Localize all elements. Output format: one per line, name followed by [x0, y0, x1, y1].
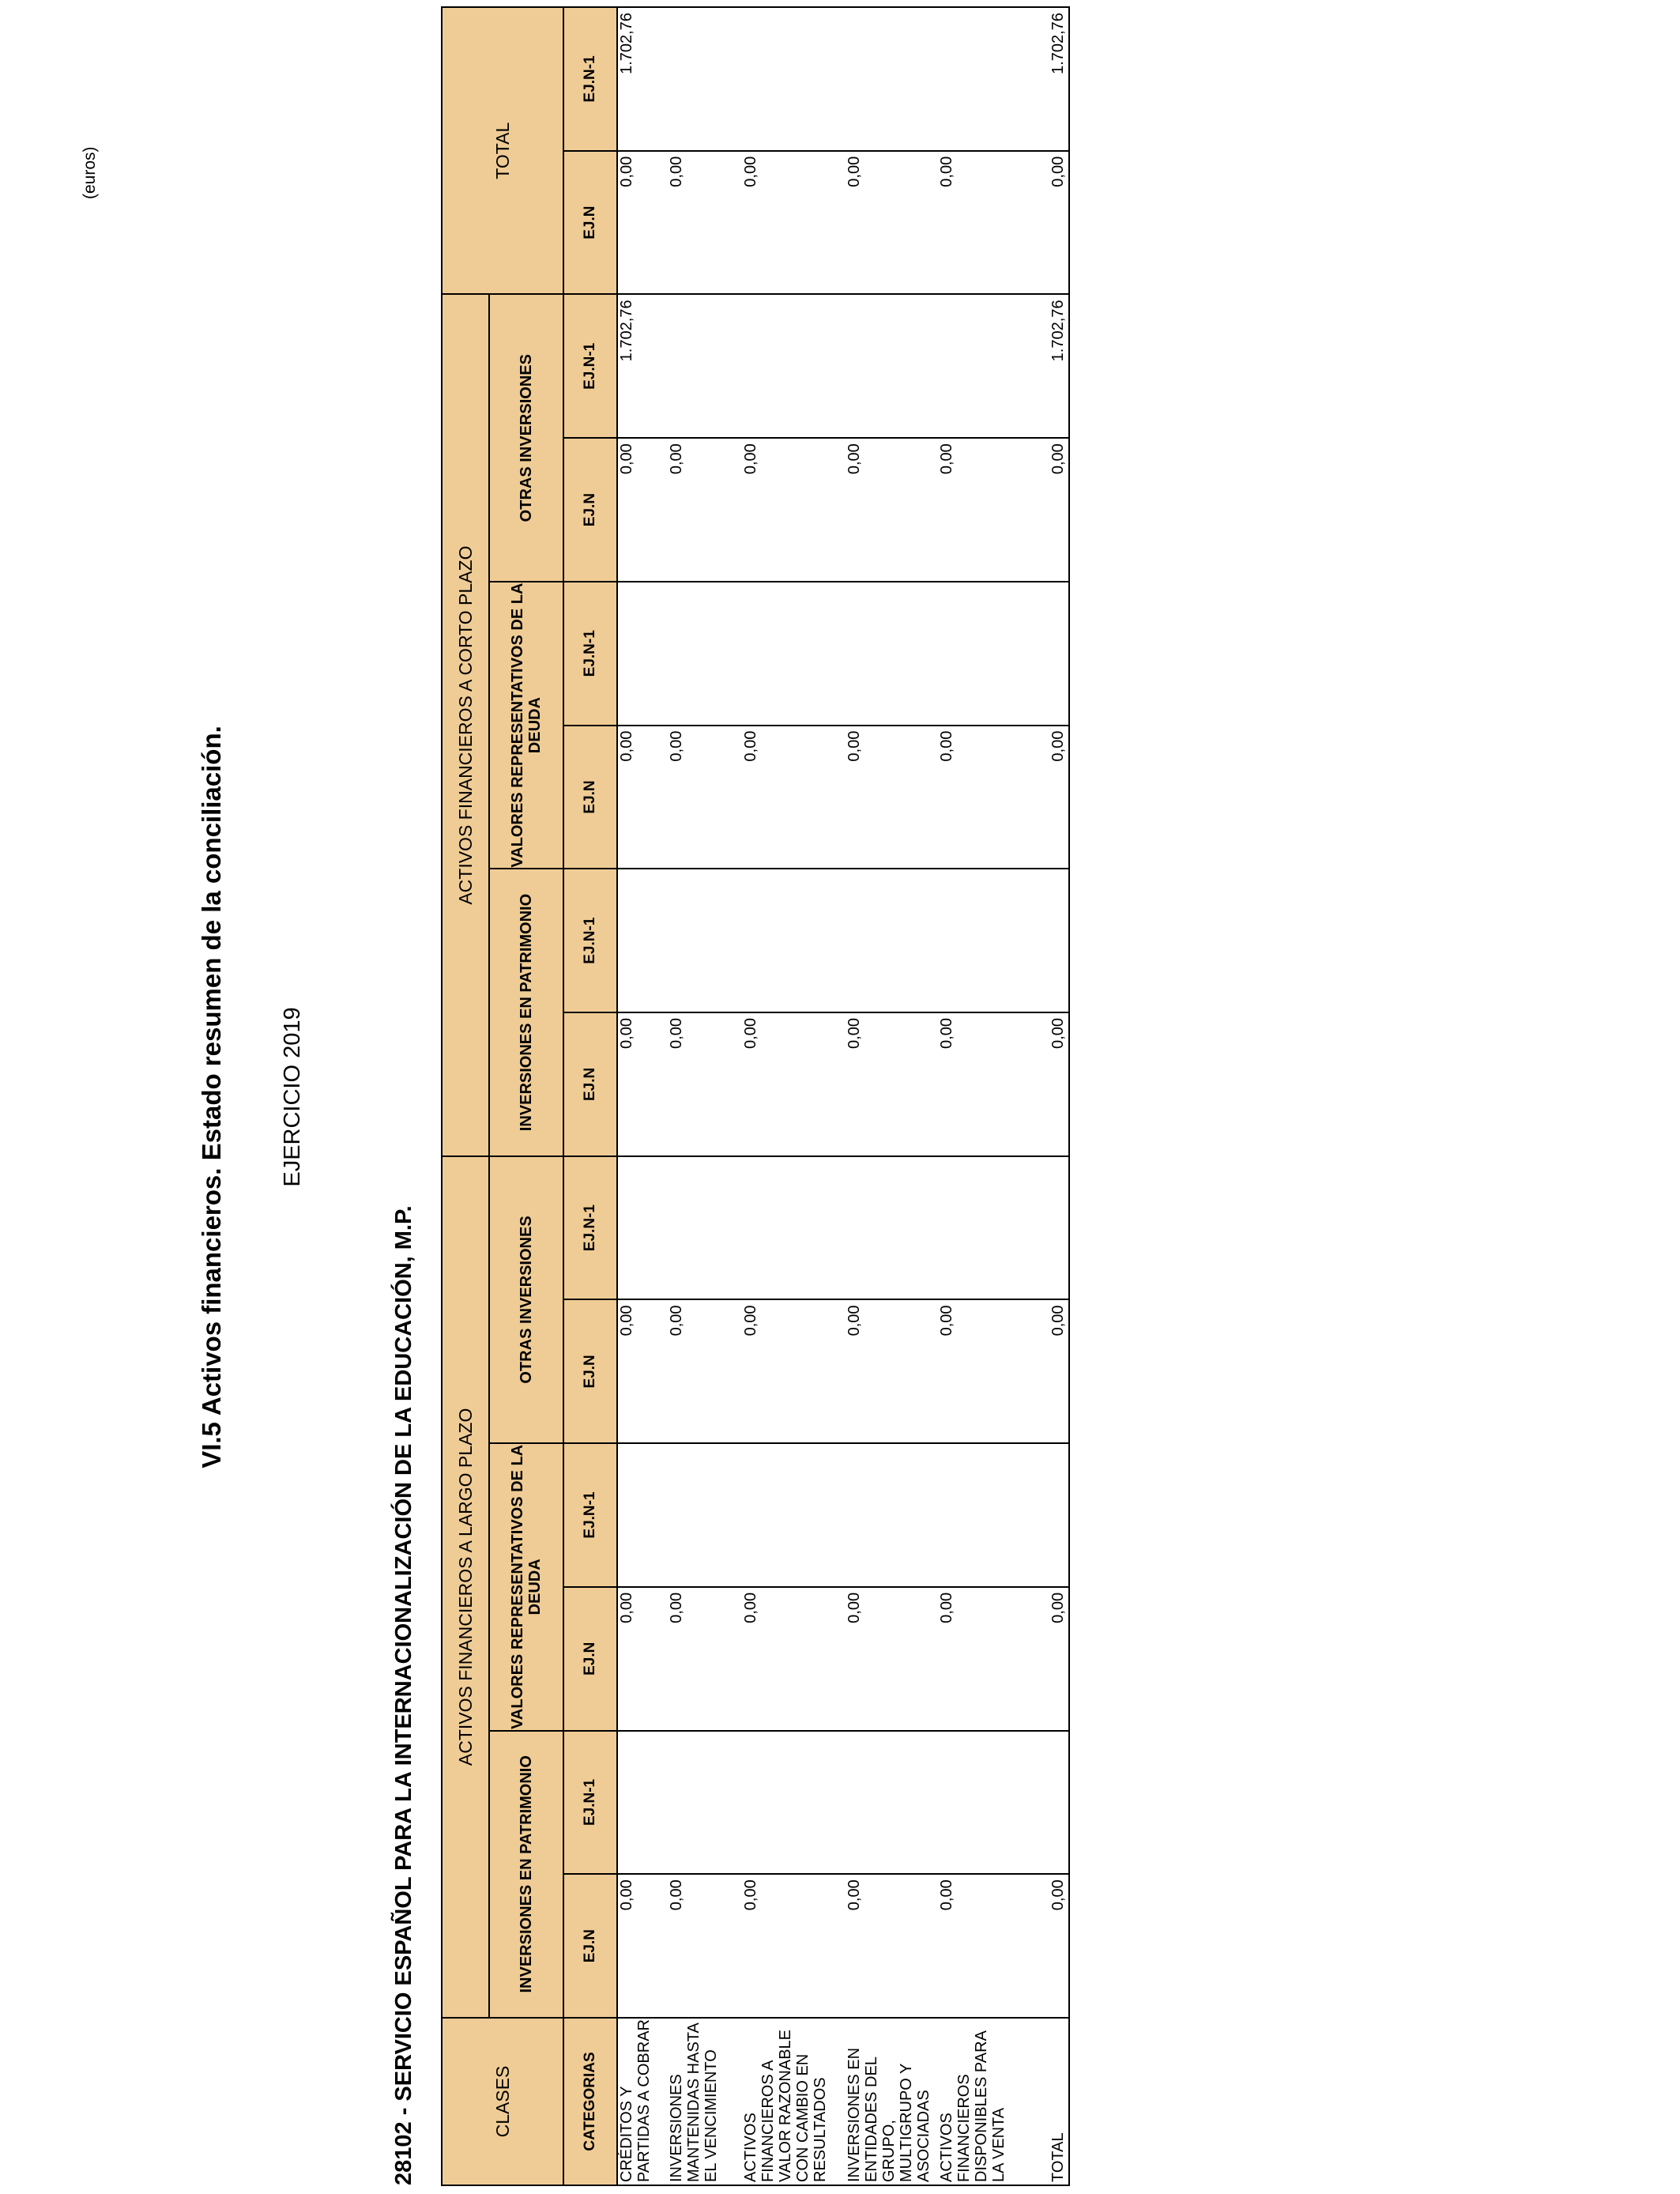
value-cell: 0,00 [1011, 1874, 1069, 2018]
value-cell [938, 1731, 1011, 1875]
value-cell [668, 582, 742, 726]
value-cell: 0,00 [617, 1299, 668, 1443]
value-cell [742, 869, 846, 1012]
row-category: ACTIVOS FINANCIEROS DISPONIBLES PARA LA VENTA [938, 2018, 1011, 2185]
header-ej-n1: EJ.N-1 [563, 1443, 617, 1587]
header-categorias: CATEGORIAS [563, 2018, 617, 2185]
value-cell: 0,00 [742, 151, 846, 295]
value-cell [668, 1443, 742, 1587]
header-corto-plazo: ACTIVOS FINANCIEROS A CORTO PLAZO [442, 294, 489, 1155]
value-cell: 0,00 [938, 1299, 1011, 1443]
reconciliation-table [441, 6, 1070, 2186]
value-cell [742, 1731, 846, 1875]
value-cell: 0,00 [668, 1874, 742, 2018]
value-cell: 0,00 [938, 726, 1011, 869]
value-cell: 1.702,76 [1011, 294, 1069, 438]
value-cell: 0,00 [1011, 438, 1069, 582]
row-category: TOTAL [1011, 2018, 1069, 2185]
value-cell: 0,00 [1011, 726, 1069, 869]
header-ej-n1: EJ.N-1 [563, 582, 617, 726]
row-category: ACTIVOS FINANCIEROS A VALOR RAZONABLE CON CAMBIO EN RESULTADOS [742, 2018, 846, 2185]
value-cell: 0,00 [742, 1874, 846, 2018]
value-cell: 0,00 [668, 1299, 742, 1443]
value-cell: 0,00 [1011, 1012, 1069, 1156]
value-cell [1011, 869, 1069, 1012]
value-cell: 0,00 [668, 726, 742, 869]
header-clases: CLASES [442, 2018, 563, 2185]
header-ej-n: EJ.N [563, 726, 617, 869]
value-cell: 0,00 [668, 1587, 742, 1731]
row-category: CRÉDITOS Y PARTIDAS A COBRAR [617, 2018, 668, 2185]
value-cell [668, 7, 742, 151]
value-cell: 0,00 [846, 1874, 938, 2018]
value-cell [1011, 1731, 1069, 1875]
value-cell: 0,00 [938, 151, 1011, 295]
value-cell [938, 1156, 1011, 1300]
table-row [938, 7, 1011, 2185]
header-total: TOTAL [442, 7, 563, 294]
value-cell: 0,00 [668, 1012, 742, 1156]
value-cell [1011, 1443, 1069, 1587]
header-ej-n: EJ.N [563, 1012, 617, 1156]
value-cell: 0,00 [938, 1874, 1011, 2018]
table-row [668, 7, 742, 2185]
value-cell: 0,00 [617, 1587, 668, 1731]
value-cell: 0,00 [617, 438, 668, 582]
value-cell [617, 582, 668, 726]
value-cell [846, 1156, 938, 1300]
value-cell: 0,00 [846, 1012, 938, 1156]
header-ej-n: EJ.N [563, 1874, 617, 2018]
header-ej-n: EJ.N [563, 1299, 617, 1443]
value-cell: 0,00 [1011, 1299, 1069, 1443]
value-cell: 1.702,76 [1011, 7, 1069, 151]
value-cell: 0,00 [938, 1012, 1011, 1156]
value-cell: 0,00 [846, 1587, 938, 1731]
currency-unit: (euros) [81, 146, 99, 199]
value-cell: 0,00 [617, 1012, 668, 1156]
header-ej-n1: EJ.N-1 [563, 1156, 617, 1300]
table-row [617, 7, 668, 2185]
header-ej-n1: EJ.N-1 [563, 7, 617, 151]
value-cell [668, 1156, 742, 1300]
value-cell [742, 294, 846, 438]
header-ej-n: EJ.N [563, 1587, 617, 1731]
value-cell [846, 1731, 938, 1875]
value-cell: 0,00 [617, 151, 668, 295]
header-cp-otras: OTRAS INVERSIONES [489, 294, 563, 581]
header-cp-valores: VALORES REPRESENTATIVOS DE LA DEUDA [489, 582, 563, 869]
value-cell [846, 869, 938, 1012]
value-cell: 0,00 [1011, 1587, 1069, 1731]
value-cell [617, 1443, 668, 1587]
value-cell [846, 7, 938, 151]
header-cp-patrimonio: INVERSIONES EN PATRIMONIO [489, 869, 563, 1155]
header-largo-plazo: ACTIVOS FINANCIEROS A LARGO PLAZO [442, 1156, 489, 2018]
value-cell [617, 1156, 668, 1300]
document-title: VI.5 Activos financieros. Estado resumen de la conciliación. [197, 726, 226, 1468]
value-cell: 0,00 [742, 438, 846, 582]
value-cell [742, 1156, 846, 1300]
value-cell [668, 294, 742, 438]
value-cell: 0,00 [846, 726, 938, 869]
table-row [742, 7, 846, 2185]
value-cell: 0,00 [742, 1299, 846, 1443]
header-lp-valores: VALORES REPRESENTATIVOS DE LA DEUDA [489, 1443, 563, 1730]
value-cell [846, 1443, 938, 1587]
value-cell: 0,00 [938, 438, 1011, 582]
exercise-year: EJERCICIO 2019 [280, 1007, 305, 1187]
table-row [846, 7, 938, 2185]
value-cell: 1.702,76 [617, 7, 668, 151]
row-category: INVERSIONES EN ENTIDADES DEL GRUPO, MULTIGRUPO Y ASOCIADAS [846, 2018, 938, 2185]
value-cell [938, 582, 1011, 726]
value-cell: 1.702,76 [617, 294, 668, 438]
value-cell: 0,00 [668, 438, 742, 582]
header-ej-n: EJ.N [563, 438, 617, 582]
value-cell [846, 294, 938, 438]
value-cell [1011, 582, 1069, 726]
value-cell: 0,00 [846, 151, 938, 295]
value-cell [617, 869, 668, 1012]
value-cell [617, 1731, 668, 1875]
value-cell: 0,00 [742, 726, 846, 869]
value-cell: 0,00 [742, 1587, 846, 1731]
value-cell: 0,00 [938, 1587, 1011, 1731]
header-ej-n1: EJ.N-1 [563, 294, 617, 438]
value-cell [1011, 1156, 1069, 1300]
header-lp-patrimonio: INVERSIONES EN PATRIMONIO [489, 1731, 563, 2018]
value-cell: 0,00 [668, 151, 742, 295]
value-cell [938, 869, 1011, 1012]
value-cell [846, 582, 938, 726]
value-cell: 0,00 [742, 1012, 846, 1156]
value-cell [938, 7, 1011, 151]
value-cell [742, 7, 846, 151]
value-cell: 0,00 [617, 726, 668, 869]
value-cell: 0,00 [1011, 151, 1069, 295]
header-lp-otras: OTRAS INVERSIONES [489, 1156, 563, 1443]
entity-name: 28102 - SERVICIO ESPAÑOL PARA LA INTERNACIONALIZACIÓN DE LA EDUCACIÓN, M.P. [391, 1205, 416, 2185]
value-cell: 0,00 [617, 1874, 668, 2018]
header-ej-n1: EJ.N-1 [563, 869, 617, 1012]
table-row [1011, 7, 1069, 2185]
value-cell [938, 1443, 1011, 1587]
value-cell: 0,00 [846, 438, 938, 582]
header-ej-n: EJ.N [563, 151, 617, 295]
value-cell [742, 1443, 846, 1587]
row-category: INVERSIONES MANTENIDAS HASTA EL VENCIMIENTO [668, 2018, 742, 2185]
value-cell [668, 869, 742, 1012]
value-cell [938, 294, 1011, 438]
value-cell: 0,00 [846, 1299, 938, 1443]
value-cell [742, 582, 846, 726]
header-ej-n1: EJ.N-1 [563, 1731, 617, 1875]
value-cell [668, 1731, 742, 1875]
